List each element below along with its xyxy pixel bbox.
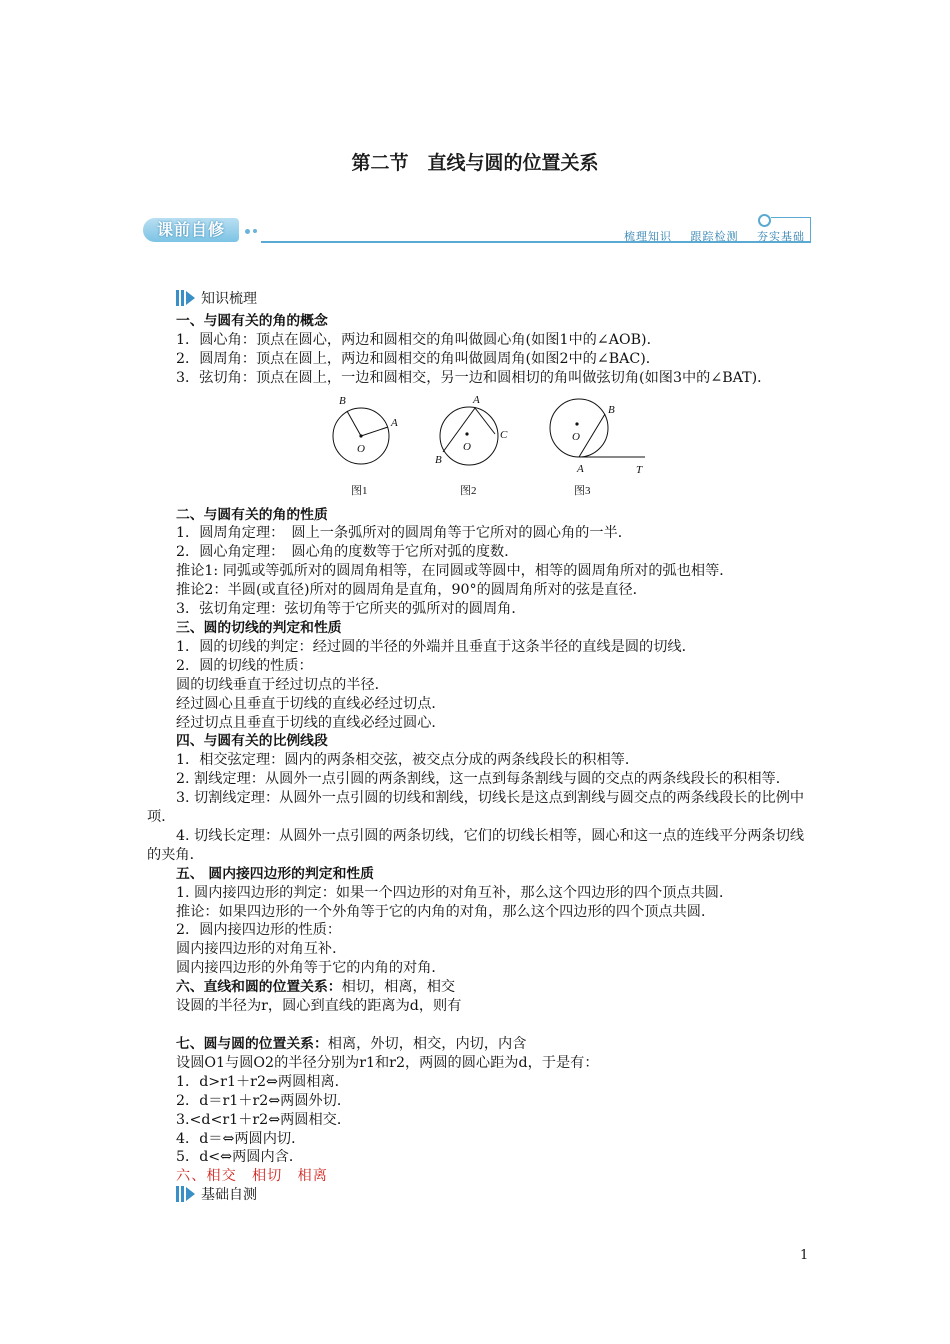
fig1-label-a: A — [391, 416, 398, 429]
paragraph: 2．圆周角：顶点在圆上，两边和圆相交的角叫做圆周角(如图2中的∠BAC)． — [176, 350, 660, 367]
section-banner — [143, 214, 811, 248]
fig2-label-o: O — [463, 440, 471, 453]
answer-line: 六、相交 相切 相离 — [176, 1168, 328, 1185]
fig3-label-b: B — [608, 403, 615, 416]
fig3-center — [575, 422, 578, 425]
paragraph: 2. 割线定理：从圆外一点引圆的两条割线，这一点到每条割线与圆的交点的两条线段长的积相等． — [176, 771, 790, 788]
fig1-center — [359, 434, 362, 437]
banner-right-edge — [810, 217, 811, 241]
paragraph: 2．圆心角定理： 圆心角的度数等于它所对弧的度数． — [176, 544, 519, 561]
paragraph: 经过切点且垂直于切线的直线必经过圆心． — [176, 714, 446, 731]
paragraph: 推论2：半圆(或直径)所对的圆周角是直角，90°的圆周角所对的弦是直径． — [176, 582, 647, 599]
banner-dot — [253, 229, 257, 233]
fig3-label-a: A — [577, 462, 584, 475]
paragraph: 设圆的半径为r，圆心到直线的距离为d，则有 — [176, 998, 462, 1015]
paragraph: 1. 圆内接四边形的判定：如果一个四边形的对角互补，那么这个四边形的四个顶点共圆． — [176, 884, 734, 901]
section-label-selftest: 基础自测 — [147, 1186, 809, 1208]
paragraph: 1．圆的切线的判定：经过圆的半径的外端并且垂直于这条半径的直线是圆的切线． — [176, 638, 696, 655]
paragraph: 推论1: 同弧或等弧所对的圆周角相等，在同圆或等圆中，相等的圆周角所对的弧也相等． — [176, 563, 734, 580]
paragraph: 2．圆的切线的性质： — [176, 657, 313, 674]
paragraph: 3．弦切角：顶点在圆上，一边和圆相交，另一边和圆相切的角叫做弦切角(如图3中的∠BAT)． — [176, 369, 772, 386]
heading-1: 一、与圆有关的角的概念 — [176, 312, 328, 329]
banner-dot — [245, 229, 250, 234]
paragraph: 3．弦切角定理：弦切角等于它所夹的弧所对的圆周角． — [176, 601, 526, 618]
fig3-label-o: O — [572, 430, 580, 443]
banner-link-2: 跟踪检测 — [690, 230, 739, 243]
heading-6: 六、直线和圆的位置关系：相切，相离，相交 — [176, 979, 456, 996]
paragraph: 4. 切线长定理：从圆外一点引圆的两条切线，它们的切线长相等，圆心和这一点的连线平分两条切线的夹角． — [147, 827, 805, 863]
fig2-center — [465, 432, 468, 435]
fig2-label-c: C — [500, 428, 508, 441]
banner-badge: 课前自修 — [143, 218, 239, 242]
fig1-caption: 图1 — [351, 484, 368, 497]
paragraph: 圆内接四边形的对角互补． — [176, 941, 347, 958]
page-number: 1 — [800, 1248, 809, 1263]
paragraph: 2．圆内接四边形的性质： — [176, 922, 342, 939]
banner-top-rule — [771, 217, 811, 218]
fig3-caption: 图3 — [574, 484, 591, 497]
paragraph: 圆的切线垂直于经过切点的半径． — [176, 676, 389, 693]
paragraph: 2．d＝r1＋r2⇔两圆外切． — [176, 1092, 352, 1109]
heading-7: 七、圆与圆的位置关系：相离，外切，相交，内切，内含 — [176, 1036, 527, 1052]
paragraph: 圆内接四边形的外角等于它的内角的对角． — [176, 960, 446, 977]
banner-link-1: 梳理知识 — [624, 230, 672, 243]
paragraph: 5．d<⇔两圆内含． — [176, 1149, 304, 1166]
geometry-figures — [327, 392, 667, 504]
fig3-label-t: T — [636, 463, 643, 476]
heading-5: 五、 圆内接四边形的判定和性质 — [176, 865, 374, 882]
document-body — [147, 290, 809, 1208]
fig2-caption: 图2 — [460, 484, 477, 497]
paragraph: 1．圆周角定理： 圆上一条弧所对的圆周角等于它所对的圆心角的一半． — [176, 525, 632, 542]
fig2-label-a: A — [473, 393, 480, 406]
heading-2: 二、与圆有关的角的性质 — [176, 506, 328, 523]
ring-icon — [758, 214, 771, 227]
fig1-radius-oa — [361, 427, 388, 436]
section-label-knowledge: 知识梳理 — [147, 290, 809, 312]
paragraph: 1．d>r1＋r2⇔两圆相离． — [176, 1073, 349, 1090]
paragraph: 3. 切割线定理：从圆外一点引圆的切线和割线，切线长是这点到割线与圆交点的两条线段长的比例中项． — [147, 790, 805, 826]
figures — [147, 392, 809, 504]
fig1-label-b: B — [339, 394, 346, 407]
section-marker-icon — [176, 290, 195, 312]
heading-4: 四、与圆有关的比例线段 — [176, 733, 328, 750]
fig2-label-b: B — [435, 453, 442, 466]
paragraph: 4．d＝⇔两圆内切． — [176, 1130, 306, 1147]
page-title: 第二节 直线与圆的位置关系 — [351, 152, 599, 174]
section-marker-icon — [176, 1186, 195, 1208]
fig3-circle — [550, 399, 608, 457]
banner-links — [610, 228, 805, 244]
paragraph: 1．圆心角：顶点在圆心，两边和圆相交的角叫做圆心角(如图1中的∠AOB)． — [176, 331, 661, 348]
paragraph: 设圆O1与圆O2的半径分别为r1和r2，两圆的圆心距为d，于是有： — [176, 1054, 599, 1071]
fig3-chord-ab — [579, 414, 605, 457]
fig1-label-o: O — [357, 442, 365, 455]
banner-link-3: 夯实基础 — [757, 230, 805, 243]
paragraph: 经过圆心且垂直于切线的直线必经过切点． — [176, 695, 446, 712]
paragraph: 3.<d<r1＋r2⇔两圆相交． — [176, 1111, 352, 1128]
paragraph: 1．相交弦定理：圆内的两条相交弦，被交点分成的两条线段长的积相等． — [176, 752, 640, 769]
heading-3: 三、圆的切线的判定和性质 — [176, 619, 342, 636]
fig1-radius-ob — [347, 411, 361, 436]
paragraph: 推论：如果四边形的一个外角等于它的内角的对角，那么这个四边形的四个顶点共圆． — [176, 903, 716, 920]
